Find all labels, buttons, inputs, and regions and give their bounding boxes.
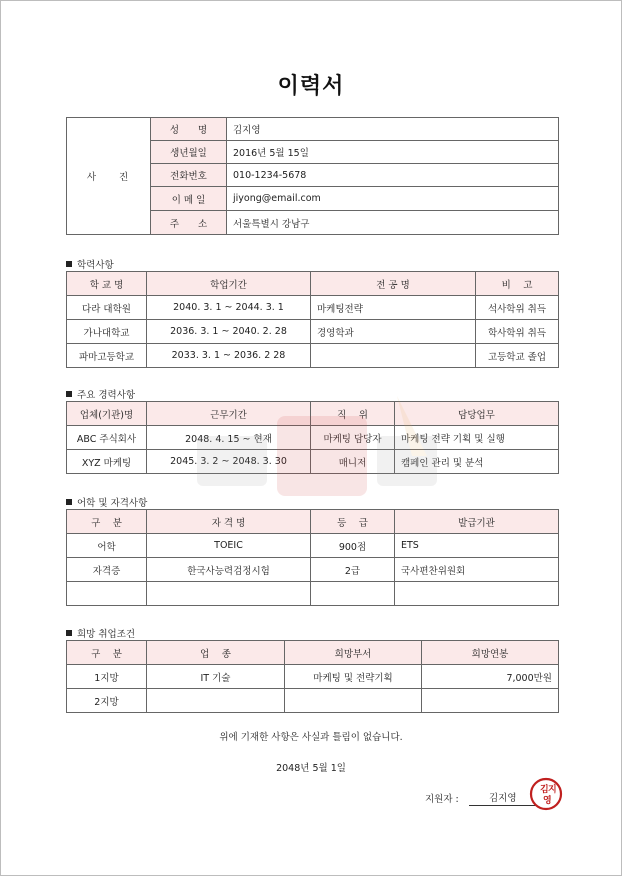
phone-value: 010-1234-5678 — [227, 164, 559, 187]
email-label: 이 메 일 — [151, 187, 227, 211]
svg-text:김: 김 — [540, 785, 549, 795]
school-cell: 가나대학교 — [67, 320, 147, 344]
phone-label: 전화번호 — [151, 164, 227, 187]
note-cell: 학사학위 취득 — [476, 320, 559, 344]
table-row — [67, 296, 559, 320]
table-row — [67, 582, 559, 606]
grade-cell: 900점 — [311, 534, 395, 558]
certs-heading-text: 어학 및 자격사항 — [77, 498, 148, 509]
table-row — [67, 450, 559, 474]
major-cell: 경영학과 — [311, 320, 476, 344]
desired-header: 희망부서 — [285, 641, 422, 665]
square-bullet-icon — [66, 630, 72, 636]
note-cell: 고등학교 졸업 — [476, 344, 559, 368]
note-cell: 석사학위 취득 — [476, 296, 559, 320]
signature-block — [425, 790, 537, 806]
major-cell — [311, 344, 476, 368]
svg-text:영: 영 — [543, 796, 552, 806]
svg-text:지: 지 — [548, 785, 557, 795]
career-header: 담당업무 — [395, 402, 559, 426]
certs-header: 등 급 — [311, 510, 395, 534]
major-cell: 마케팅전략 — [311, 296, 476, 320]
desired-heading-text: 희망 취업조건 — [77, 629, 136, 640]
career-header: 근무기간 — [147, 402, 311, 426]
table-row — [67, 558, 559, 582]
table-row — [67, 534, 559, 558]
position-cell: 매니저 — [311, 450, 395, 474]
name-label: 성 명 — [151, 118, 227, 141]
certs-heading — [66, 495, 147, 509]
desired-table — [66, 640, 559, 713]
education-header: 비 고 — [476, 272, 559, 296]
square-bullet-icon — [66, 391, 72, 397]
issuer-cell: 국사편찬위원회 — [395, 558, 559, 582]
declaration-statement: 위에 기재한 사항은 사실과 틀림이 없습니다. — [219, 732, 403, 743]
certs-header: 자 격 명 — [147, 510, 311, 534]
education-header: 학업기간 — [147, 272, 311, 296]
certs-header: 발급기관 — [395, 510, 559, 534]
company-cell: XYZ 마케팅 — [67, 450, 147, 474]
priority-cell: 2지망 — [67, 689, 147, 713]
career-table — [66, 401, 559, 474]
industry-cell: IT 기술 — [147, 665, 285, 689]
career-heading-text: 주요 경력사항 — [77, 390, 136, 401]
department-cell: 마케팅 및 전략기획 — [285, 665, 422, 689]
duty-cell: 마케팅 전략 기획 및 실행 — [395, 426, 559, 450]
applicant-name: 김지영 — [469, 790, 537, 806]
desired-heading — [66, 626, 135, 640]
desired-header: 구 분 — [67, 641, 147, 665]
period-cell: 2033. 3. 1 ~ 2036. 2 28 — [147, 344, 311, 368]
position-cell: 마케팅 담당자 — [311, 426, 395, 450]
seal-stamp-icon — [529, 777, 563, 811]
grade-cell: 2급 — [311, 558, 395, 582]
period-cell: 2036. 3. 1 ~ 2040. 2. 28 — [147, 320, 311, 344]
grade-cell — [311, 582, 395, 606]
email-value: jiyong@email.com — [227, 187, 559, 211]
period-cell: 2045. 3. 2 ~ 2048. 3. 30 — [147, 450, 311, 474]
name-value: 김지영 — [227, 118, 559, 141]
square-bullet-icon — [66, 499, 72, 505]
table-row — [67, 665, 559, 689]
table-row — [67, 689, 559, 713]
school-cell: 파마고등학교 — [67, 344, 147, 368]
company-cell: ABC 주식회사 — [67, 426, 147, 450]
cert-name-cell: TOEIC — [147, 534, 311, 558]
table-row — [67, 426, 559, 450]
table-row — [67, 344, 559, 368]
career-header: 직 위 — [311, 402, 395, 426]
career-heading — [66, 387, 135, 401]
career-header: 업체(기관)명 — [67, 402, 147, 426]
category-cell — [67, 582, 147, 606]
salary-cell — [422, 689, 559, 713]
birth-label: 생년월일 — [151, 141, 227, 164]
period-cell: 2048. 4. 15 ~ 현재 — [147, 426, 311, 450]
photo-cell: 사 진 — [67, 118, 151, 235]
desired-header: 희망연봉 — [422, 641, 559, 665]
birth-value: 2016년 5월 15일 — [227, 141, 559, 164]
table-row — [67, 320, 559, 344]
duty-cell: 캠페인 관리 및 분석 — [395, 450, 559, 474]
applicant-label: 지원자 : — [425, 794, 459, 805]
cert-name-cell — [147, 582, 311, 606]
issuer-cell — [395, 582, 559, 606]
issuer-cell: ETS — [395, 534, 559, 558]
education-table — [66, 271, 559, 368]
education-heading — [66, 257, 114, 271]
school-cell: 다라 대학원 — [67, 296, 147, 320]
desired-header: 업 종 — [147, 641, 285, 665]
education-header: 전 공 명 — [311, 272, 476, 296]
application-date: 2048년 5월 1일 — [276, 763, 346, 774]
certs-header: 구 분 — [67, 510, 147, 534]
education-heading-text: 학력사항 — [77, 260, 114, 271]
category-cell: 자격증 — [67, 558, 147, 582]
education-header: 학 교 명 — [67, 272, 147, 296]
address-value: 서울특별시 강남구 — [227, 211, 559, 235]
address-label: 주 소 — [151, 211, 227, 235]
industry-cell — [147, 689, 285, 713]
cert-name-cell: 한국사능력검정시험 — [147, 558, 311, 582]
category-cell: 어학 — [67, 534, 147, 558]
department-cell — [285, 689, 422, 713]
profile-table — [66, 117, 559, 235]
square-bullet-icon — [66, 261, 72, 267]
priority-cell: 1지망 — [67, 665, 147, 689]
page-title: 이력서 — [277, 74, 345, 99]
certs-table — [66, 509, 559, 606]
salary-cell: 7,000만원 — [422, 665, 559, 689]
period-cell: 2040. 3. 1 ~ 2044. 3. 1 — [147, 296, 311, 320]
